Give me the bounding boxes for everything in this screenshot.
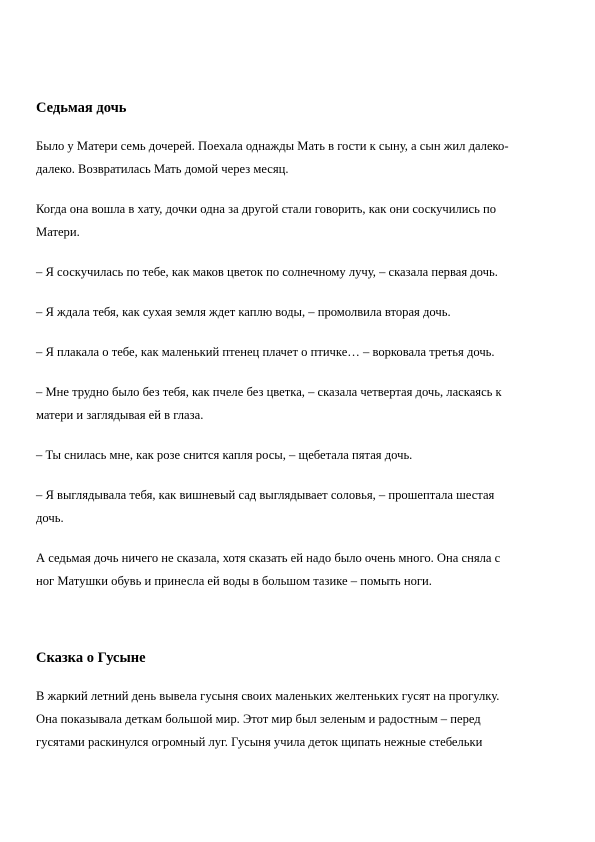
text-line: – Я плакала о тебе, как маленький птенец плачет о птичке… – ворковала третья дочь. [36,345,495,359]
text-column [36,100,562,754]
text-line: – Я ждала тебя, как сухая земля ждет каплю воды, – промолвила вторая дочь. [36,305,451,319]
text-line: – Я соскучилась по тебе, как маков цветок по солнечному лучу, – сказала первая дочь. [36,265,498,279]
text-line: – Ты снилась мне, как розе снится капля росы, – щебетала пятая дочь. [36,448,413,462]
story-title-seventh-daughter: Седьмая дочь [36,100,127,116]
text-line: матери и заглядывая ей в глаза. [36,408,204,422]
paragraph [36,484,562,530]
text-line: дочь. [36,511,64,525]
text-line: далеко. Возвратилась Мать домой через месяц. [36,162,289,176]
text-line: В жаркий летний день вывела гусыня своих маленьких желтеньких гусят на прогулку. [36,689,500,703]
text-line: Она показывала деткам большой мир. Этот мир был зеленым и радостным – перед [36,712,481,726]
paragraph [36,444,562,467]
text-line: ног Матушки обувь и принесла ей воды в большом тазике – помыть ноги. [36,574,432,588]
paragraph [36,135,562,181]
story-title-goose-tale: Сказка о Гусыне [36,650,146,666]
text-line: А седьмая дочь ничего не сказала, хотя сказать ей надо было очень много. Она сняла с [36,551,501,565]
paragraph [36,547,562,593]
paragraph [36,301,562,324]
text-line: Когда она вошла в хату, дочки одна за другой стали говорить, как они соскучились по [36,202,497,216]
text-line: – Я выглядывала тебя, как вишневый сад выглядывает соловья, – прошептала шестая [36,488,495,502]
text-line: Матери. [36,225,80,239]
paragraph [36,381,562,427]
paragraph [36,685,562,754]
text-line: – Мне трудно было без тебя, как пчеле без цветка, – сказала четвертая дочь, ласкаясь к [36,385,502,399]
text-line: Было у Матери семь дочерей. Поехала однажды Мать в гости к сыну, а сын жил далеко- [36,139,509,153]
text-line: гусятами раскинулся огромный луг. Гусыня учила деток щипать нежные стебельки [36,735,483,749]
paragraph [36,198,562,244]
paragraph [36,341,562,364]
paragraph [36,261,562,284]
